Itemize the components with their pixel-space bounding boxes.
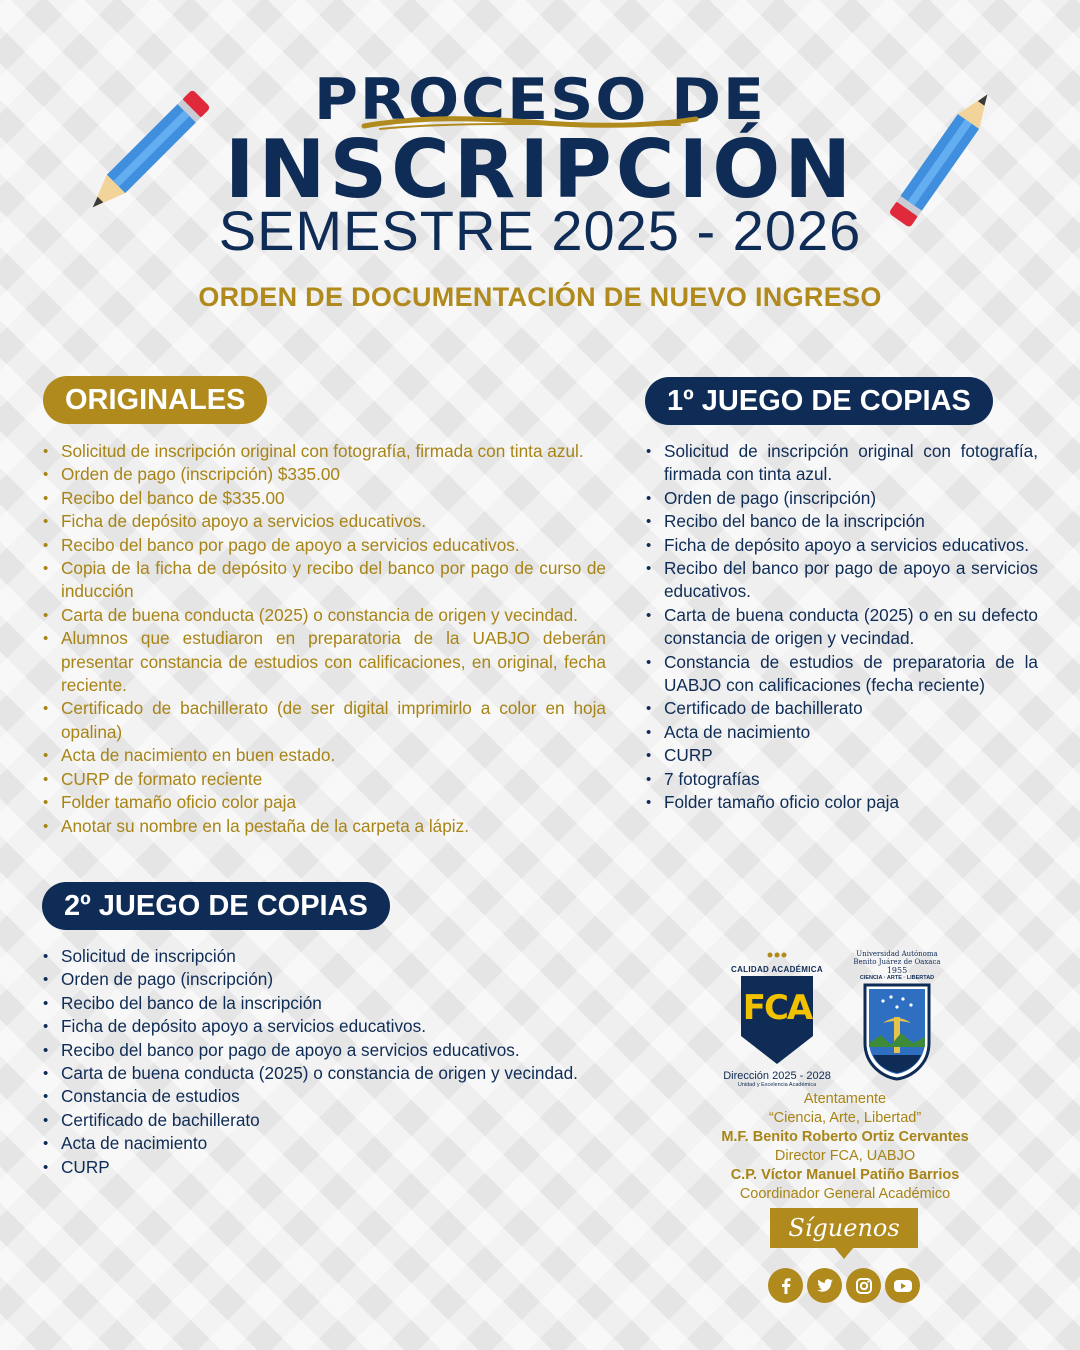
list-item: • Acta de nacimiento en buen estado. xyxy=(42,744,606,767)
uabjo-logo xyxy=(852,950,942,1086)
director-role: Director FCA, UABJO xyxy=(774,1148,916,1164)
copias1-heading-text: 1º JUEGO DE COPIAS xyxy=(667,384,971,417)
fca-dots-icon xyxy=(767,952,787,958)
twitter-icon[interactable] xyxy=(807,1268,842,1303)
coordinator-name: C.P. Víctor Manuel Patiño Barrios xyxy=(730,1167,960,1183)
page-subtitle: ORDEN DE DOCUMENTACIÓN DE NUEVO INGRESO xyxy=(198,282,882,312)
list-item: • Alumnos que estudiaron en preparatoria de la UABJO deberán presentar constancia de estudios con calificaciones, en original, fecha reciente. xyxy=(42,627,606,697)
list-item: • Recibo del banco por pago de apoyo a servicios educativos. xyxy=(645,557,1038,604)
list-item: • Certificado de bachillerato (de ser digital imprimirlo a color en hoja opalina) xyxy=(42,697,606,744)
list-item: • Recibo del banco por pago de apoyo a servicios educativos. xyxy=(42,534,606,557)
coordinator-role: Coordinador General Académico xyxy=(739,1186,951,1202)
list-item: • Certificado de bachillerato xyxy=(645,697,1038,720)
copias2-heading xyxy=(42,882,390,930)
copias2-heading-text: 2º JUEGO DE COPIAS xyxy=(64,889,368,922)
list-item: • Orden de pago (inscripción) $335.00 xyxy=(42,463,606,486)
follow-label: Síguenos xyxy=(788,1214,900,1242)
list-item: • Orden de pago (inscripción) xyxy=(645,487,1038,510)
list-item: • Recibo del banco por pago de apoyo a servicios educativos. xyxy=(42,1039,642,1062)
list-item: • Ficha de depósito apoyo a servicios educativos. xyxy=(42,1015,642,1038)
list-item: • Solicitud de inscripción xyxy=(42,945,642,968)
social-icons xyxy=(768,1268,920,1303)
facebook-icon[interactable] xyxy=(768,1268,803,1303)
uabjo-year: 1955 xyxy=(886,966,908,975)
list-item: • Solicitud de inscripción original con fotografía, firmada con tinta azul. xyxy=(645,440,1038,487)
uabjo-shield-icon xyxy=(861,983,933,1081)
fca-shield xyxy=(739,974,815,1066)
list-item: • Solicitud de inscripción original con fotografía, firmada con tinta azul. xyxy=(42,440,606,463)
list-item: • Carta de buena conducta (2025) o en su defecto constancia de origen y vecindad. xyxy=(645,604,1038,651)
follow-banner xyxy=(770,1208,918,1248)
copias2-list xyxy=(42,945,642,1179)
youtube-icon[interactable] xyxy=(885,1268,920,1303)
list-item: • Anotar su nombre en la pestaña de la carpeta a lápiz. xyxy=(42,815,606,838)
list-item: • Folder tamaño oficio color paja xyxy=(42,791,606,814)
originales-list xyxy=(42,440,606,838)
fca-top-text: CALIDAD ACADÉMICA xyxy=(731,965,823,974)
list-item: • Constancia de estudios xyxy=(42,1085,642,1108)
list-item: • Certificado de bachillerato xyxy=(42,1109,642,1132)
motto-text: “Ciencia, Arte, Libertad” xyxy=(768,1110,922,1126)
list-item: • Acta de nacimiento xyxy=(42,1132,642,1155)
instagram-icon[interactable] xyxy=(846,1268,881,1303)
list-item: • 7 fotografías xyxy=(645,768,1038,791)
uabjo-name: Universidad Autónoma Benito Juárez de Oaxaca xyxy=(853,950,941,966)
director-name: M.F. Benito Roberto Ortiz Cervantes xyxy=(721,1129,969,1145)
semester-title: SEMESTRE 2025 - 2026 xyxy=(218,199,862,262)
list-item: • Ficha de depósito apoyo a servicios educativos. xyxy=(42,510,606,533)
list-item: • CURP xyxy=(645,744,1038,767)
list-item: • Orden de pago (inscripción) xyxy=(42,968,642,991)
list-item: • Folder tamaño oficio color paja xyxy=(645,791,1038,814)
fca-subtext: Unidad y Excelencia Académica xyxy=(737,1082,817,1088)
list-item: • Recibo del banco de la inscripción xyxy=(645,510,1038,533)
copias1-list xyxy=(645,440,1038,815)
list-item: • Copia de la ficha de depósito y recibo del banco por pago de curso de inducción xyxy=(42,557,606,604)
list-item: • CURP de formato reciente xyxy=(42,768,606,791)
title-line-2: INSCRIPCIÓN xyxy=(224,123,856,216)
fca-letters: FCA xyxy=(742,988,812,1028)
list-item: • Carta de buena conducta (2025) o constancia de origen y vecindad. xyxy=(42,604,606,627)
list-item: • CURP xyxy=(42,1156,642,1179)
list-item: • Recibo del banco de la inscripción xyxy=(42,992,642,1015)
copias1-heading xyxy=(645,377,993,425)
uabjo-motto: CIENCIA · ARTE · LIBERTAD xyxy=(859,975,935,981)
originales-heading xyxy=(43,376,267,424)
list-item: • Ficha de depósito apoyo a servicios educativos. xyxy=(645,534,1038,557)
originales-heading-text: ORIGINALES xyxy=(65,383,246,416)
fca-direction: Dirección 2025 - 2028 xyxy=(723,1070,831,1082)
title-line-1: PROCESO DE xyxy=(313,66,767,134)
list-item: • Recibo del banco de $335.00 xyxy=(42,487,606,510)
closing-text: Atentamente xyxy=(803,1091,887,1107)
list-item: • Carta de buena conducta (2025) o constancia de origen y vecindad. xyxy=(42,1062,642,1085)
list-item: • Constancia de estudios de preparatoria de la UABJO con calificaciones (fecha reciente) xyxy=(645,651,1038,698)
follow-banner-tip xyxy=(834,1247,854,1259)
signature-block xyxy=(700,1090,990,1204)
fca-logo xyxy=(722,945,832,1088)
list-item: • Acta de nacimiento xyxy=(645,721,1038,744)
